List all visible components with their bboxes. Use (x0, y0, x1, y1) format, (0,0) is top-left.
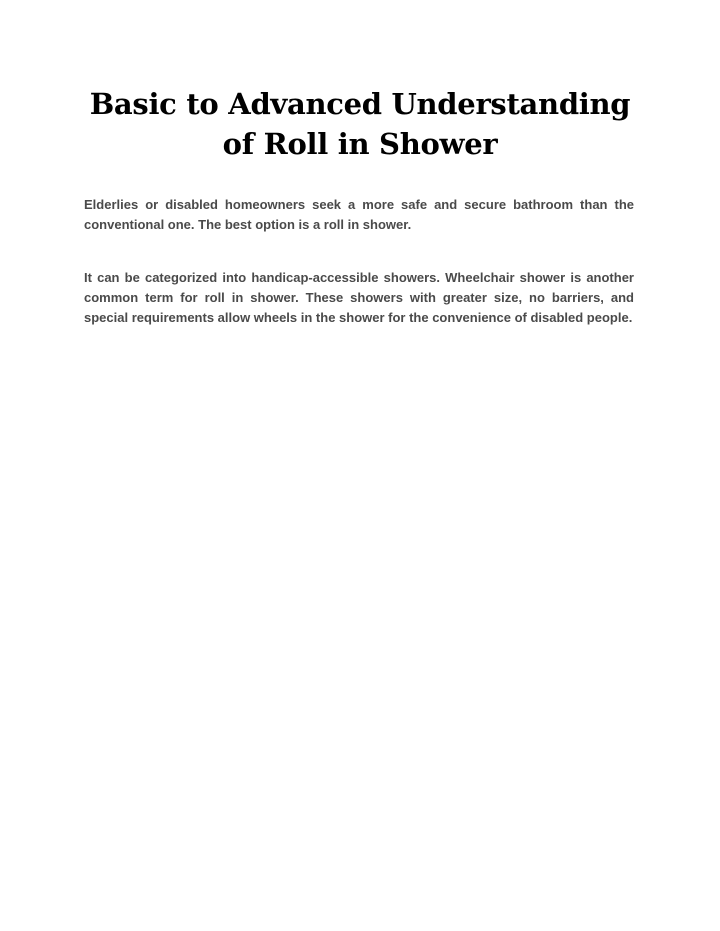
paragraph-categories: It can be categorized into handicap-accessible showers. Wheelchair shower is another common term for roll in shower. These showers with greater size, no barriers, and special requirements allow wheels in the shower for the convenience of disabled people. (84, 270, 634, 325)
title-line-2: of Roll in Shower (222, 127, 498, 161)
paragraph-intro: Elderlies or disabled homeowners seek a more safe and secure bathroom than the conventional one. The best option is a roll in shower. (84, 197, 634, 232)
title-line-1: Basic to Advanced Understanding (89, 87, 631, 121)
page-title (60, 84, 660, 164)
